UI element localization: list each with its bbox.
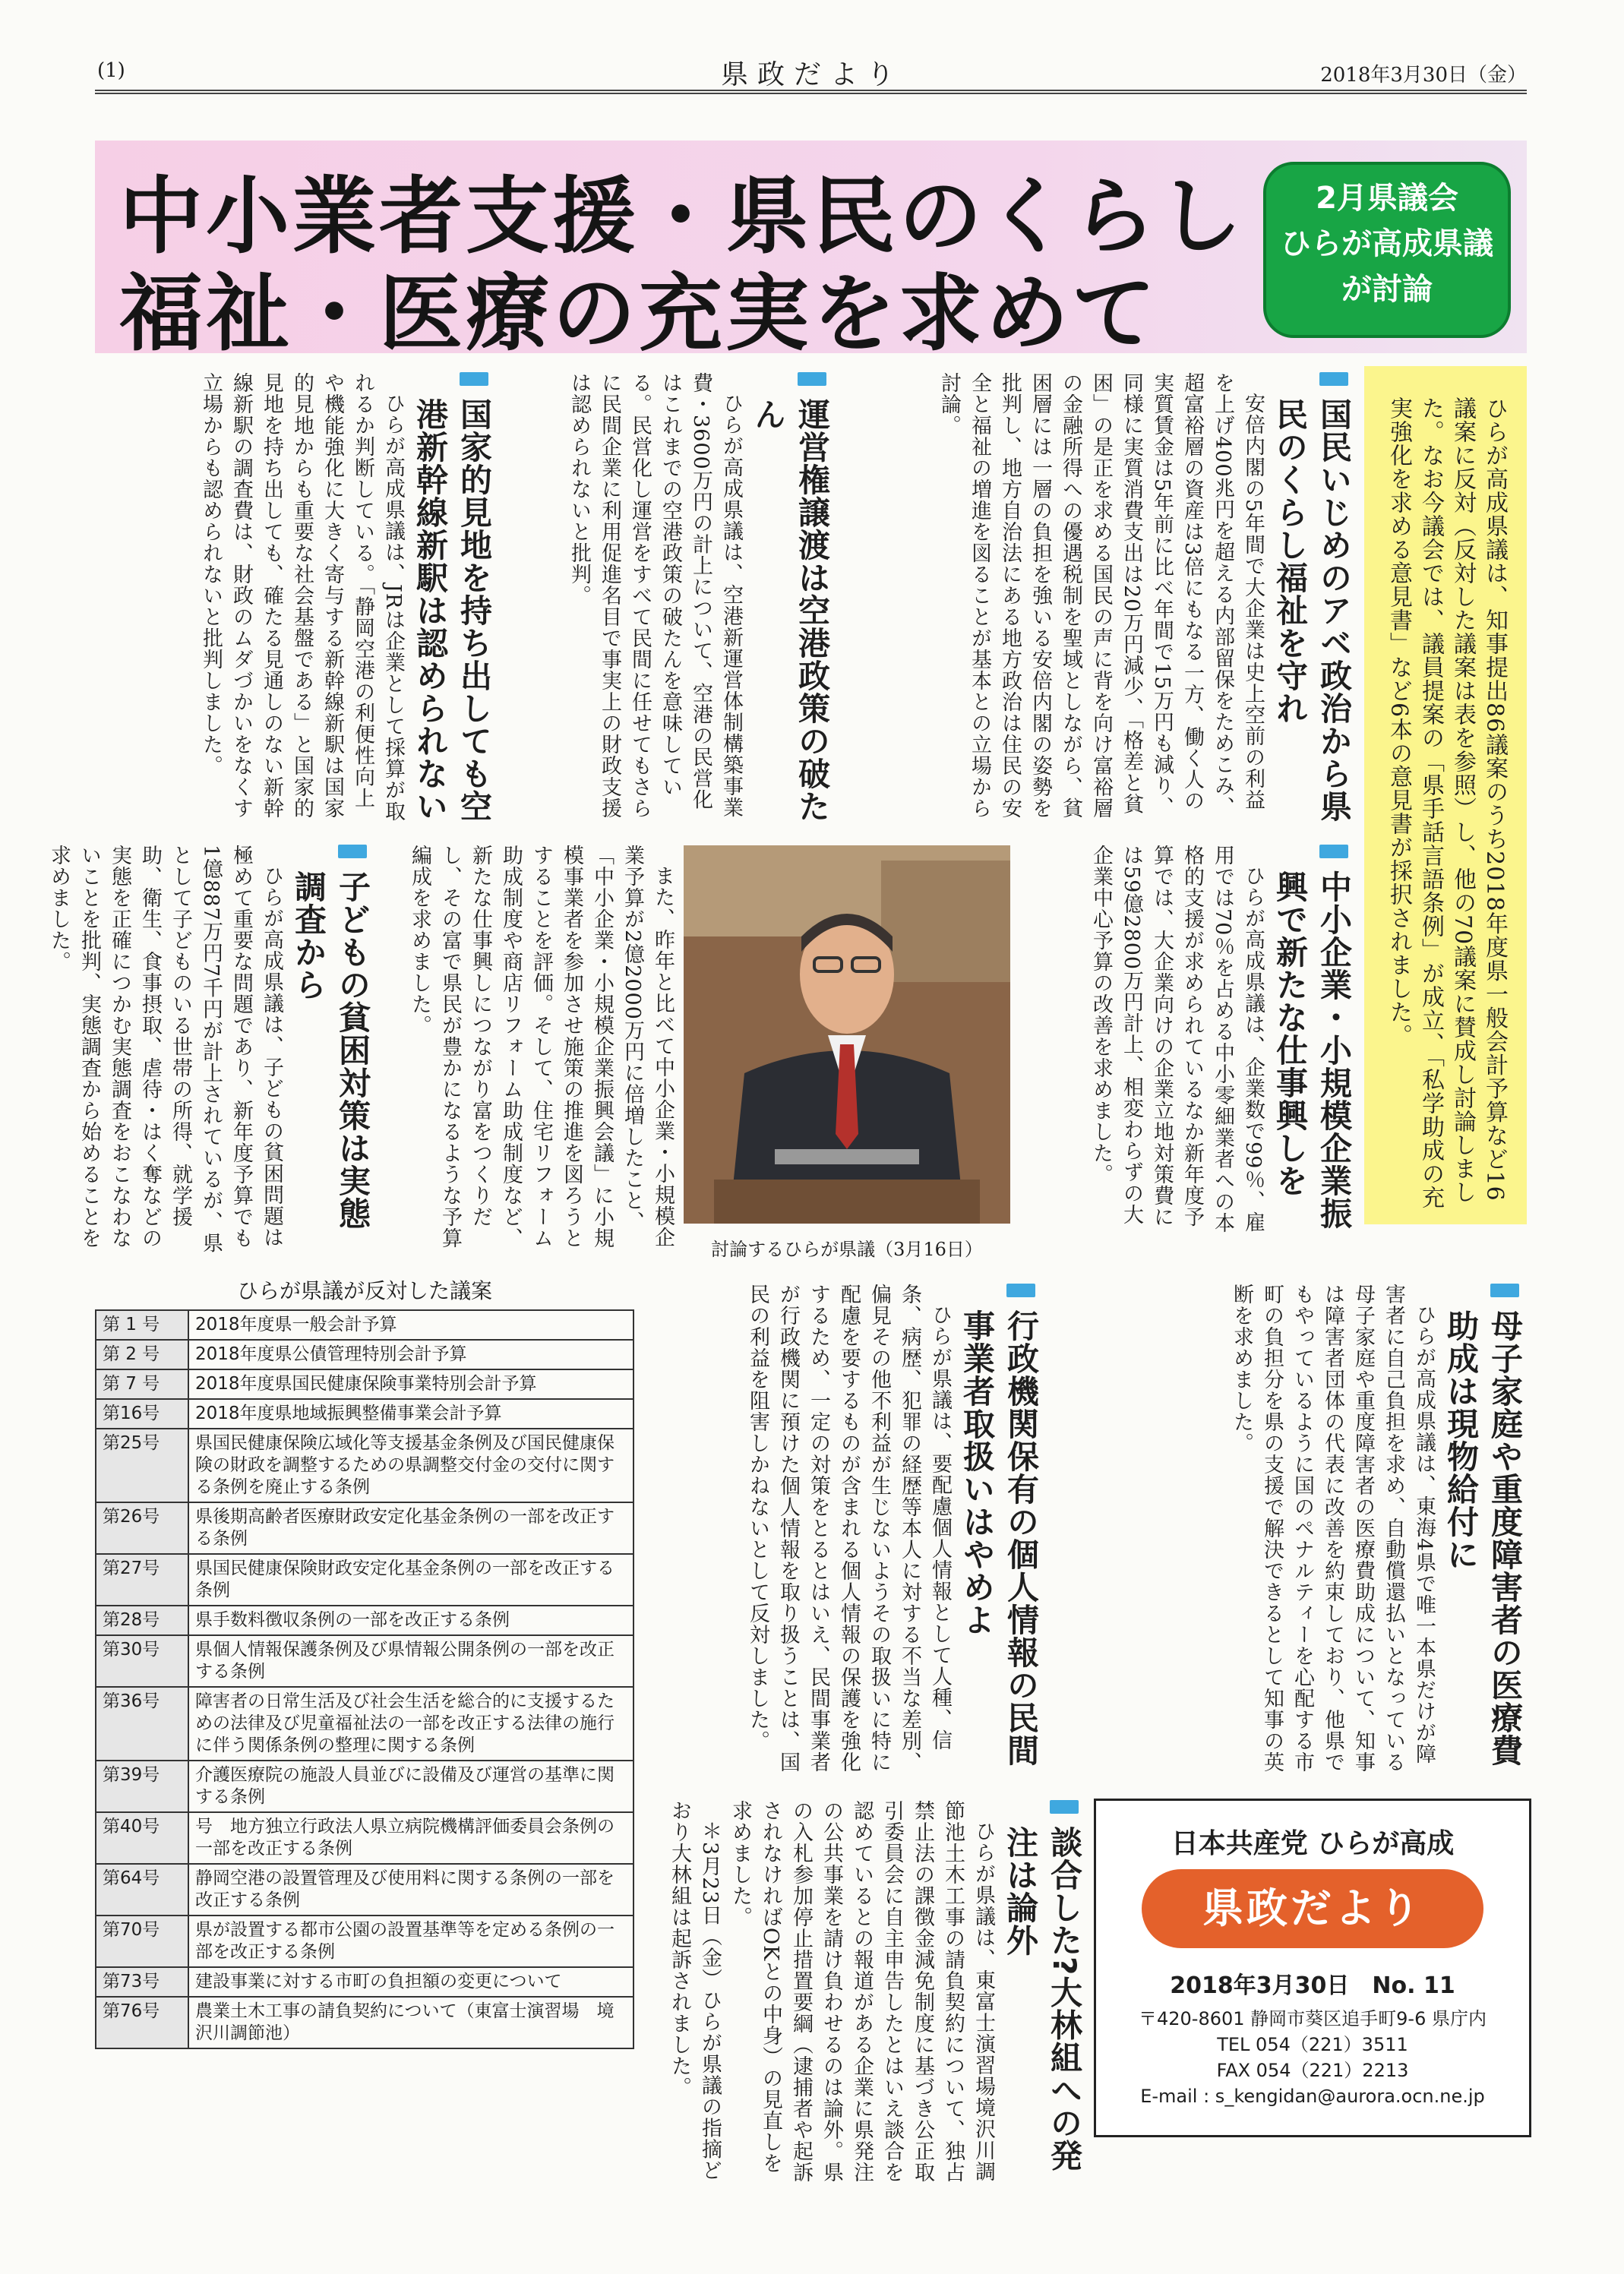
headline-banner <box>95 141 1527 362</box>
article-body-continued: また、昨年と比べて中小企業・小規模企業予算が2億2000万円に倍増したこと、「中小企業・小規模企業振興会議」に小規模事業者を参加させ施策の推進を図ろうとすることを評価。そして、住宅リフォーム助成制度や商店リフォーム助成制度など、新たな仕事興しにつながり富をつくりだし、その富で県民が豊かになるような予算編成を求めました。 <box>408 845 675 1249</box>
bill-number: 第40号 <box>96 1812 188 1864</box>
table-row <box>96 1761 633 1812</box>
bill-title: 県個人情報保護条例及び県情報公開条例の一部を改正する条例 <box>188 1635 633 1687</box>
article-body: ひらが高成県議は、JRは企業として採算が取れるか判断している。「静岡空港の利便性向上や機能強化に大きく寄与する新幹線新駅は国家的見地からも重要な社会基盤である」と国家的見地を持ち出しても、確たる見通しのない新幹線新駅の調査費は、財政のムダづかいをなくす立場からも認められないと批判しました。 <box>199 372 405 823</box>
email: E-mail : s_kengidan@aurora.ocn.ne.jp <box>1140 2086 1485 2107</box>
bill-number: 第27号 <box>96 1554 188 1606</box>
table-row <box>96 1399 633 1429</box>
debate-badge <box>1263 162 1511 338</box>
table-row <box>96 1606 633 1635</box>
article-child-poverty <box>47 845 374 1255</box>
issue-date: 2018年3月30日（金） <box>1320 64 1527 87</box>
bill-number: 第64号 <box>96 1864 188 1916</box>
bill-number: 第36号 <box>96 1687 188 1761</box>
table-row <box>96 1429 633 1502</box>
intro-text: ひらが高成県議は、知事提出86議案のうち2018年度県一般会計予算など16議案に反対（反対した議案は表を参照）し、他の70議案に賛成し討論しました。なお今議会では、議員提案の「県手話言語条例」が成立、「私学助成の充実強化を求める意見書」など6本の意見書が採択されました。 <box>1385 396 1508 1209</box>
bill-number: 第73号 <box>96 1967 188 1997</box>
article-heading: 母子家庭や重度障害者の医療費助成は現物給付に <box>1439 1284 1527 1785</box>
bill-title: 2018年度県一般会計予算 <box>188 1310 633 1340</box>
table-row <box>96 1340 633 1369</box>
article-body: 安倍内閣の5年間で大企業は史上空前の利益を上げ400兆円を超える内部留保をためこみ、超富裕層の資産は3倍にもなる一方、働く人の実質賃金は5年前に比べ年間で15万円も減り、同様に実質消費支出は20万円減少、「格差と貧困」の是正を求める国民の声に背を向け富裕層の金融所得への優遇税制を聖域としながら、貧困層には一層の負担を強いる安倍内閣の姿勢を批判し、地方自治法にある地方政治は住民の安全と福祉の増進を図ることが基本との立場から討論。 <box>937 372 1265 819</box>
intro-box <box>1364 366 1527 1224</box>
bill-title: 建設事業に対する市町の負担額の変更について <box>188 1967 633 1997</box>
newsletter-name: 県政だより <box>720 59 903 90</box>
table-row <box>96 1864 633 1916</box>
bill-number: 第30号 <box>96 1635 188 1687</box>
bill-number: 第 1 号 <box>96 1310 188 1340</box>
table-row <box>96 1967 633 1997</box>
bill-title: 2018年度県地域振興整備事業会計予算 <box>188 1399 633 1429</box>
party-name: 日本共産党 ひらが高成 <box>1171 1828 1455 1859</box>
speaker-photo <box>684 845 1010 1224</box>
article-heading: 国民いじめのアベ政治から県民のくらし福祉を守れ <box>1268 372 1356 828</box>
badge-line-1: 2月県議会 <box>1316 181 1458 216</box>
bill-number: 第25号 <box>96 1429 188 1502</box>
opposed-bills-title: ひらが県議が反対した議案 <box>236 1278 492 1303</box>
address: 〒420-8601 静岡市葵区追手町9-6 県庁内 <box>1138 2008 1487 2029</box>
bill-number: 第76号 <box>96 1997 188 2048</box>
bill-title: 県国民健康保険財政安定化基金条例の一部を改正する条例 <box>188 1554 633 1606</box>
masthead-box <box>1094 1799 1531 2137</box>
article-body: ひらが県議は、要配慮個人情報として人種、信条、病歴、犯罪の経歴等本人に対する不当な差別、偏見その他不利益が生じないようその取扱いに特に配慮を要するものが含まれる個人情報の保護を強化するため、一定の対策をとるとはいえ、民間事業者が行政機関に預けた個人情報を取り扱うことは、国民の利益を阻害しかねないとして反対しました。 <box>746 1284 952 1773</box>
headline-line-2: 福祉・医療の充実を求めて <box>119 265 1158 362</box>
bill-number: 第 7 号 <box>96 1369 188 1399</box>
article-body: ひらが高成県議は、子どもの貧困問題は極めて重要な問題であり、新年度予算でも1億887万円7千円が計上されているが、県として子どものいる世帯の所得、就学援助、衛生、食事摂取、虐待・はく奪などの実態を正確につかむ実態調査をおこなわないことを批判、実態調査から始めることを求めました。 <box>47 845 283 1254</box>
photo-caption: 討論するひらが県議（3月16日） <box>711 1239 983 1260</box>
article-sme-support <box>1022 845 1356 1240</box>
bill-number: 第28号 <box>96 1606 188 1635</box>
bill-title: 農業土木工事の請負契約について（東富士演習場 境沢川調節池） <box>188 1997 633 2048</box>
table-row <box>96 1554 633 1606</box>
bill-title: 2018年度県公債管理特別会計予算 <box>188 1340 633 1369</box>
badge-line-3: が討論 <box>1341 272 1433 307</box>
table-row <box>96 1635 633 1687</box>
article-airport-policy <box>501 372 834 828</box>
header-rule <box>95 90 1527 94</box>
article-shinkansen-station <box>95 372 496 828</box>
article-heading: 行政機関保有の個人情報の民間事業者取扱いはやめよ <box>955 1284 1043 1785</box>
bill-number: 第70号 <box>96 1916 188 1967</box>
bill-number: 第16号 <box>96 1399 188 1429</box>
article-medical-subsidy <box>1048 1284 1527 1785</box>
bill-title: 介護医療院の施設人員並びに設備及び運営の基準に関する条例 <box>188 1761 633 1812</box>
article-heading: 談合した?大林組への発注は論外 <box>998 1800 1086 2195</box>
bill-number: 第26号 <box>96 1502 188 1554</box>
article-heading: 中小企業・小規模企業振興で新たな仕事興しを <box>1268 845 1356 1240</box>
article-heading: 子どもの貧困対策は実態調査から <box>286 845 374 1255</box>
table-row <box>96 1310 633 1340</box>
table-row <box>96 1502 633 1554</box>
article-obayashi-contract <box>649 1800 1086 2195</box>
table-row <box>96 1997 633 2048</box>
article-note: ＊3月23日（金）ひらが県議の指摘どおり大林組は起訴されました。 <box>668 1800 722 2181</box>
bill-number: 第 2 号 <box>96 1340 188 1369</box>
badge-line-2: ひらが高成県議 <box>1281 226 1493 261</box>
article-heading: 運営権譲渡は空港政策の破たん <box>746 372 834 828</box>
fax: FAX 054（221）2213 <box>1216 2060 1409 2081</box>
contact-info <box>1111 2006 1514 2109</box>
bill-number: 第39号 <box>96 1761 188 1812</box>
bill-title: 2018年度県国民健康保険事業特別会計予算 <box>188 1369 633 1399</box>
bill-title: 県が設置する都市公園の設置基準等を定める条例の一部を改正する条例 <box>188 1916 633 1967</box>
article-sme-support-continued <box>380 845 678 1255</box>
bill-title: 県後期高齢者医療財政安定化基金条例の一部を改正する条例 <box>188 1502 633 1554</box>
article-body: ひらが高成県議は、企業数で99％、雇用では70％を占める中小零細業者への本格的支援が求められているなか新年度予算では、大企業向けの企業立地対策費には59億2800万円計上、相変わらずの大企業中心予算の改善を求めました。 <box>1089 845 1265 1234</box>
telephone: TEL 054（221）3511 <box>1217 2034 1408 2055</box>
bill-title: 号 地方独立行政法人県立病院機構評価委員会条例の一部を改正する条例 <box>188 1812 633 1864</box>
article-body: ひらが高成県議は、空港新運営体制構築事業費・3600万円の計上について、空港の民営化はこれまでの空港政策の破たんを意味している。民営化し運営をすべて民間に任せてもさらに民間企業に利用促進名目で事実上の財政支援は認められないと批判。 <box>567 372 743 819</box>
article-heading: 国家的見地を持ち出しても空港新幹線新駅は認められない <box>408 372 496 828</box>
table-row <box>96 1369 633 1399</box>
bill-title: 県国民健康保険広域化等支援基金条例及び国民健康保険の財政を調整するための県調整交付金の交付に関する条例を廃止する条例 <box>188 1429 633 1502</box>
article-abe-politics <box>839 372 1356 828</box>
article-personal-information <box>649 1284 1043 1785</box>
article-body: ひらが高成県議は、東海4県で唯一本県だけが障害者に自己負担を求め、自動償還払いとなっている母子家庭や重度障害者の医療費助成について、知事は障害者団体の代表に改善を約束しており、他県でもやっているように国のペナルティーを心配する市町の負担分を県の支援で解決できるとして知事の英断を求めました。 <box>1230 1284 1436 1773</box>
headline-line-1: 中小業者支援・県民のくらし <box>119 168 1245 265</box>
page-number: (1) <box>97 59 125 82</box>
bill-title: 障害者の日常生活及び社会生活を総合的に支援するための法律及び児童福祉法の一部を改正する法律の施行に伴う関係条例の整理に関する条例 <box>188 1687 633 1761</box>
newsletter-logo: 県政だより <box>1142 1869 1483 1948</box>
table-row <box>96 1916 633 1967</box>
bill-title: 県手数料徴収条例の一部を改正する条例 <box>188 1606 633 1635</box>
issue-number: 2018年3月30日 No. 11 <box>1170 1972 1455 1999</box>
bill-title: 静岡空港の設置管理及び使用料に関する条例の一部を改正する条例 <box>188 1864 633 1916</box>
opposed-bills-table <box>95 1309 634 2049</box>
table-row <box>96 1812 633 1864</box>
speaker-photo-drawing <box>684 845 1010 1224</box>
article-body: ひらが県議は、東富士演習場境沢川調節池土木工事の請負契約について、独占禁止法の課徴金減免制度に基づき公正取引委員会に自主申告したとはいえ談合を認めているとの報道がある企業に県発注の公共事業を請け負わせるのは論外。県の入札参加停止措置要綱（逮捕者や起訴されなければOKとの中身）の見直しを求めました。 <box>728 1800 995 2183</box>
table-row <box>96 1687 633 1761</box>
